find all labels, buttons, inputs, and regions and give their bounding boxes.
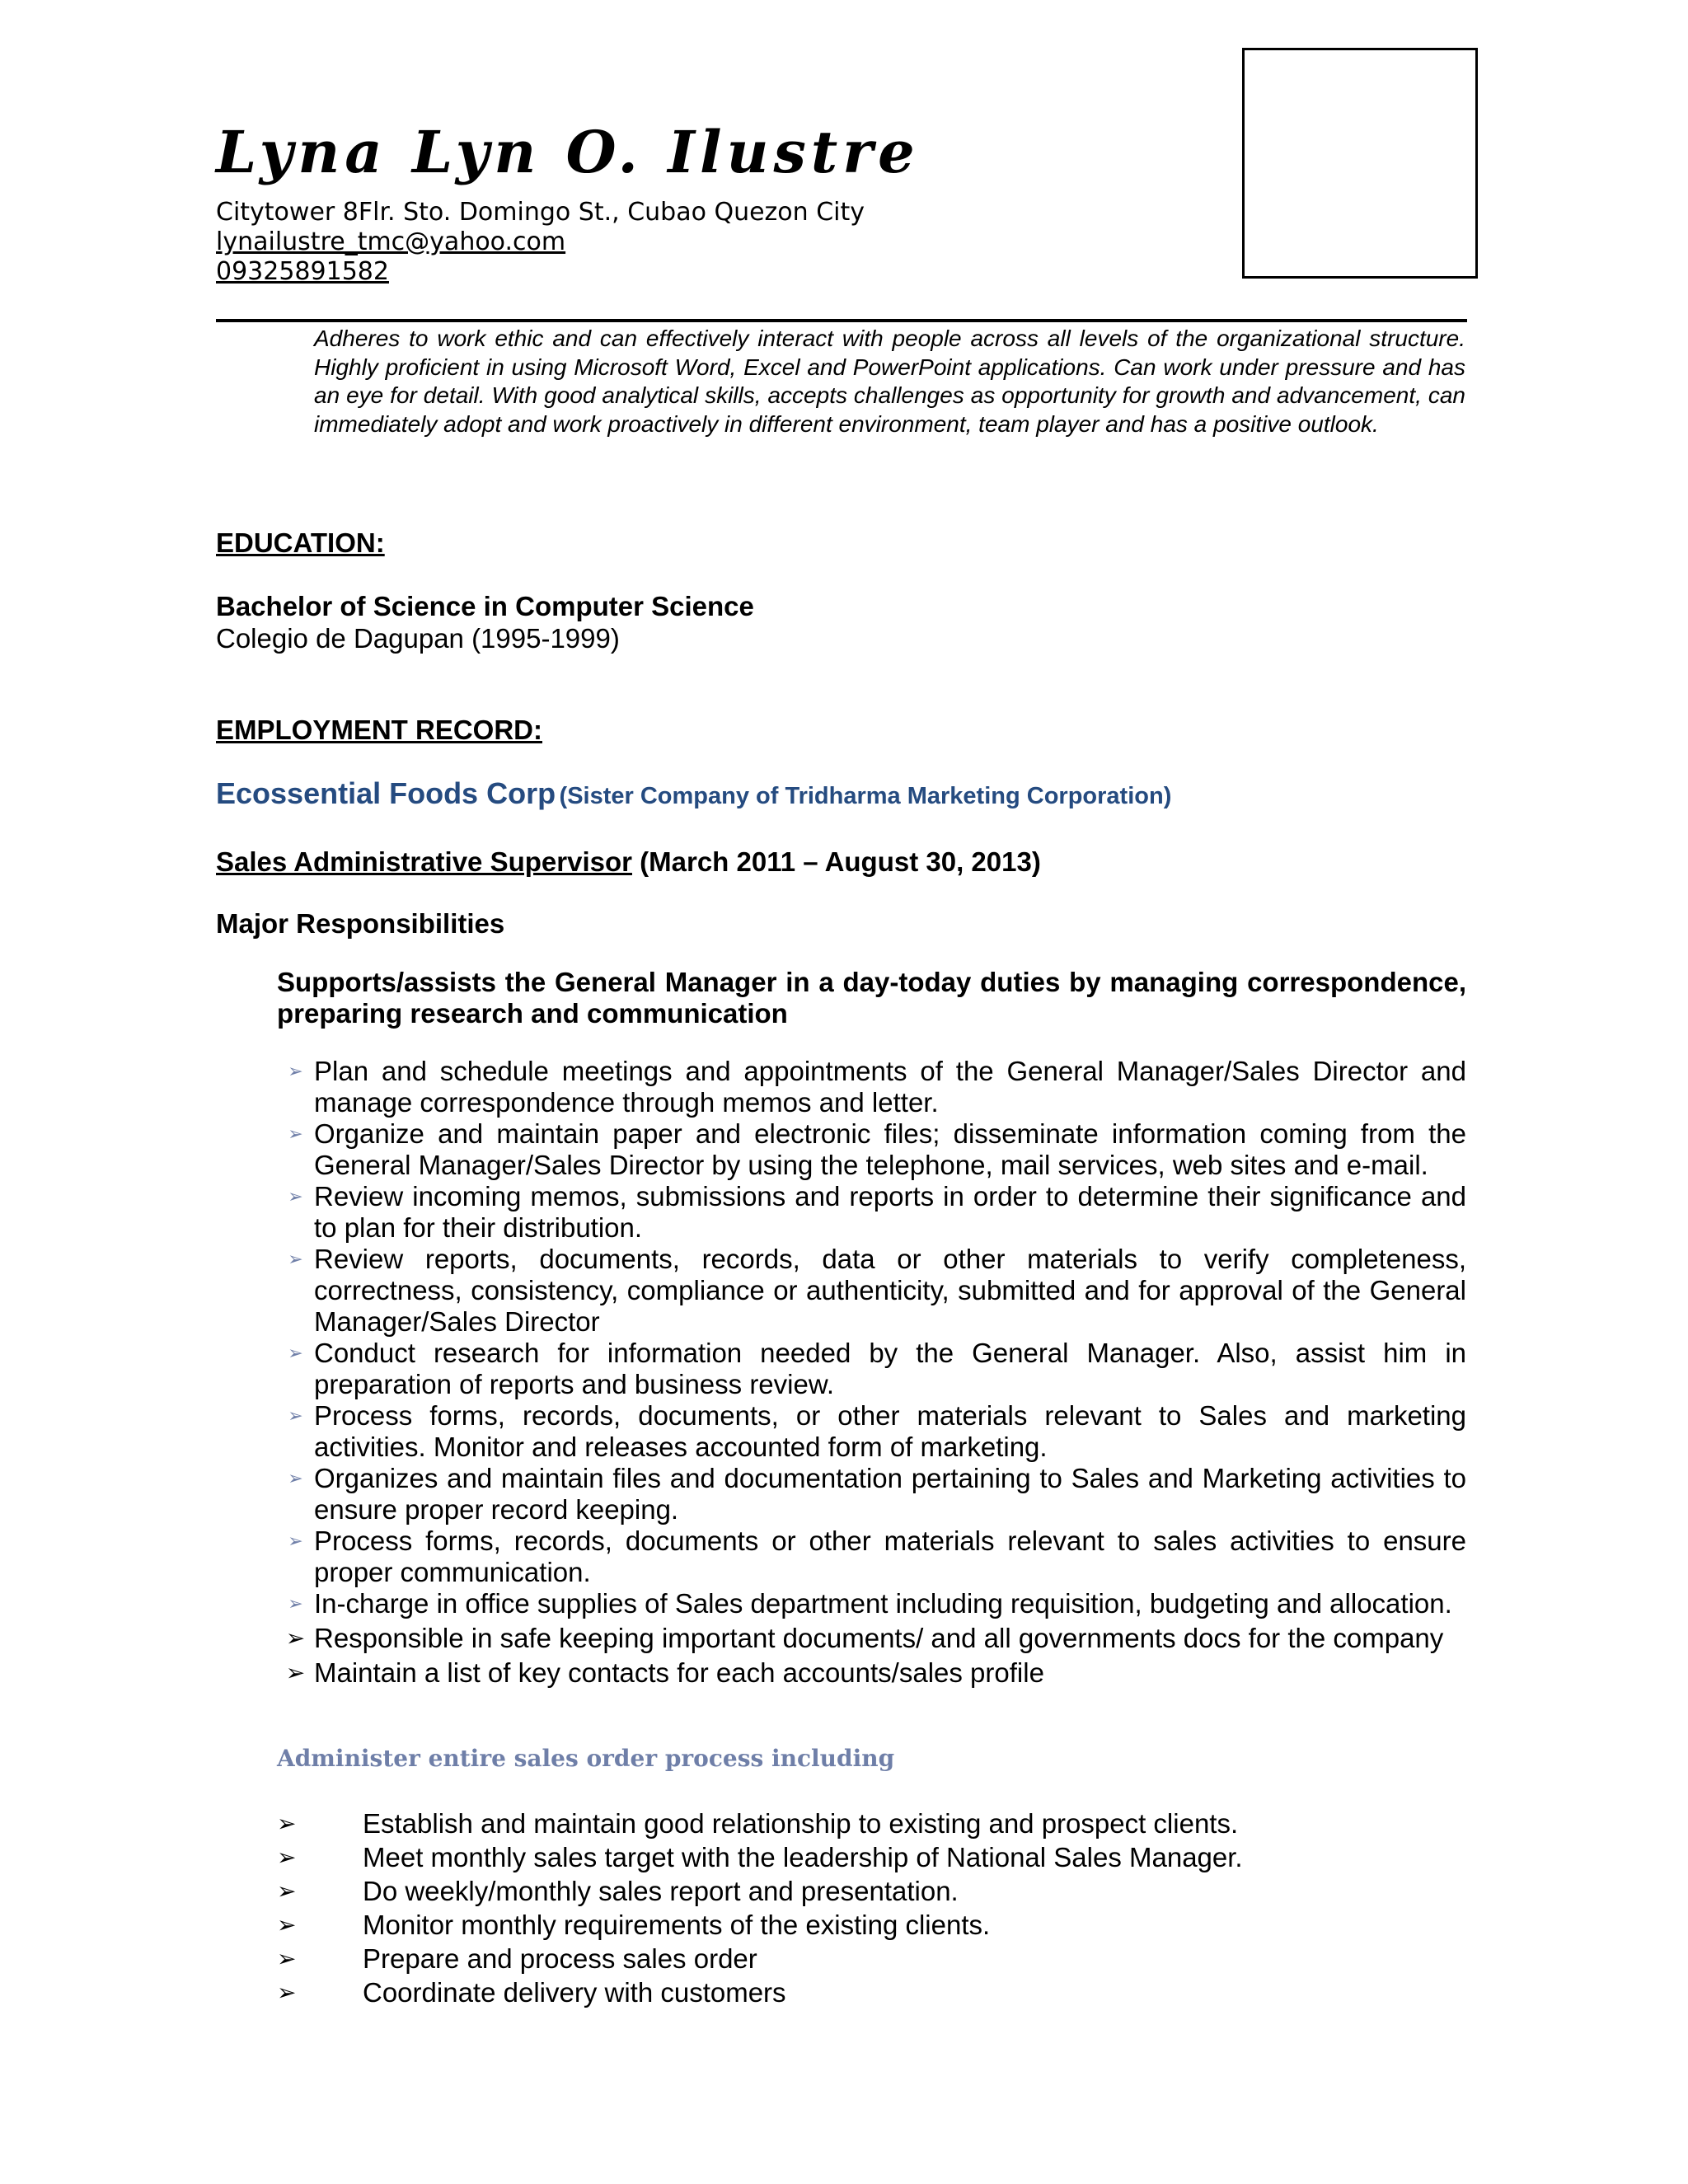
supports-heading: Supports/assists the General Manager in a day-today duties by managing correspondence, preparing research and communication bbox=[277, 967, 1466, 1029]
list-item: ➢ Responsible in safe keeping important documents/ and all governments docs for the company bbox=[277, 1623, 1466, 1654]
arrow-bullet-icon: ➢ bbox=[288, 1343, 303, 1363]
arrow-bullet-icon: ➢ bbox=[288, 1530, 303, 1551]
school: Colegio de Dagupan (1995-1999) bbox=[216, 623, 620, 654]
list-item: ➢ Organize and maintain paper and electronic files; disseminate information coming from the General Manager/Sales Director by using the telephone, mail services, web sites and e-mail. bbox=[277, 1118, 1466, 1181]
major-responsibilities-heading: Major Responsibilities bbox=[216, 908, 505, 939]
list-item: ➢ Plan and schedule meetings and appointments of the General Manager/Sales Director and manage correspondence through memos and letter. bbox=[277, 1056, 1466, 1118]
company-name: Ecossential Foods Corp bbox=[216, 776, 556, 810]
list-item: ➢ Establish and maintain good relationship to existing and prospect clients. bbox=[277, 1808, 1239, 1839]
sales-tasks-list bbox=[277, 1807, 1243, 2009]
list-item: ➢ In-charge in office supplies of Sales department including requisition, budgeting and allocation. bbox=[277, 1588, 1466, 1619]
address: Citytower 8Flr. Sto. Domingo St., Cubao Quezon City bbox=[216, 198, 865, 227]
arrow-bullet-icon: ➢ bbox=[285, 1625, 306, 1651]
responsibilities-list bbox=[277, 1056, 1466, 1689]
arrow-bullet-icon: ➢ bbox=[277, 1844, 297, 1870]
list-item: ➢ Review reports, documents, records, data or other materials to verify completeness, correctness, consistency, compliance or authenticity, submitted and for approval of the General Manager/Sales Director bbox=[277, 1244, 1466, 1338]
arrow-bullet-icon: ➢ bbox=[277, 1878, 297, 1904]
arrow-bullet-icon: ➢ bbox=[288, 1123, 303, 1144]
arrow-bullet-icon: ➢ bbox=[288, 1249, 303, 1269]
list-item: ➢ Process forms, records, documents or other materials relevant to sales activities to ensure proper communication. bbox=[277, 1526, 1466, 1588]
profile-summary: Adheres to work ethic and can effectively interact with people across all levels of the organizational structure. Highly proficient in using Microsoft Word, Excel and PowerPoint applications. Can work under pressure and has an eye for detail. With good analytical skills, accepts challenges as opportunity for growth and advancement, can immediately adopt and work proactively in different environment, team player and has a positive outlook. bbox=[314, 326, 1465, 437]
arrow-bullet-icon: ➢ bbox=[277, 1811, 297, 1836]
list-item: ➢ Conduct research for information needed by the General Manager. Also, assist him in preparation of reports and business review. bbox=[277, 1338, 1466, 1400]
list-item: ➢ Process forms, records, documents, or other materials relevant to Sales and marketing activities. Monitor and releases accounted form of marketing. bbox=[277, 1400, 1466, 1463]
photo-placeholder bbox=[1242, 48, 1478, 279]
company-note: (Sister Company of Tridharma Marketing Corporation) bbox=[559, 783, 1172, 809]
list-item: ➢ Meet monthly sales target with the leadership of National Sales Manager. bbox=[277, 1842, 1243, 1872]
email-link[interactable]: lynailustre_tmc@yahoo.com bbox=[216, 227, 566, 256]
arrow-bullet-icon: ➢ bbox=[285, 1660, 306, 1685]
applicant-name: Lyna Lyn O. Ilustre bbox=[216, 118, 920, 186]
list-item: ➢ Organizes and maintain files and documentation pertaining to Sales and Marketing activities to ensure proper record keeping. bbox=[277, 1463, 1466, 1526]
list-item: ➢ Prepare and process sales order bbox=[277, 1943, 757, 1974]
arrow-bullet-icon: ➢ bbox=[288, 1593, 303, 1614]
phone-number: 09325891582 bbox=[216, 257, 389, 286]
arrow-bullet-icon: ➢ bbox=[288, 1186, 303, 1207]
contact-block bbox=[216, 198, 865, 287]
list-item: ➢ Coordinate delivery with customers bbox=[277, 1977, 786, 2008]
list-item: ➢ Review incoming memos, submissions and reports in order to determine their significance and to plan for their distribution. bbox=[277, 1181, 1466, 1244]
arrow-bullet-icon: ➢ bbox=[288, 1405, 303, 1426]
position-title: Sales Administrative Supervisor bbox=[216, 846, 632, 877]
arrow-bullet-icon: ➢ bbox=[288, 1468, 303, 1488]
arrow-bullet-icon: ➢ bbox=[277, 1946, 297, 1971]
education-heading: EDUCATION: bbox=[216, 527, 385, 558]
list-item: ➢ Maintain a list of key contacts for each accounts/sales profile bbox=[277, 1657, 1466, 1689]
header-divider bbox=[216, 319, 1467, 322]
administer-heading: Administer entire sales order process including bbox=[277, 1745, 895, 1772]
employment-heading: EMPLOYMENT RECORD: bbox=[216, 715, 542, 745]
arrow-bullet-icon: ➢ bbox=[277, 1912, 297, 1938]
degree: Bachelor of Science in Computer Science bbox=[216, 591, 754, 621]
list-item: ➢ Monitor monthly requirements of the existing clients. bbox=[277, 1910, 991, 1940]
position-dates: (March 2011 – August 30, 2013) bbox=[640, 846, 1041, 877]
company-line bbox=[216, 776, 1171, 811]
list-item: ➢ Do weekly/monthly sales report and presentation. bbox=[277, 1876, 959, 1906]
arrow-bullet-icon: ➢ bbox=[277, 1980, 297, 2005]
arrow-bullet-icon: ➢ bbox=[288, 1061, 303, 1081]
position-line bbox=[216, 846, 1041, 878]
